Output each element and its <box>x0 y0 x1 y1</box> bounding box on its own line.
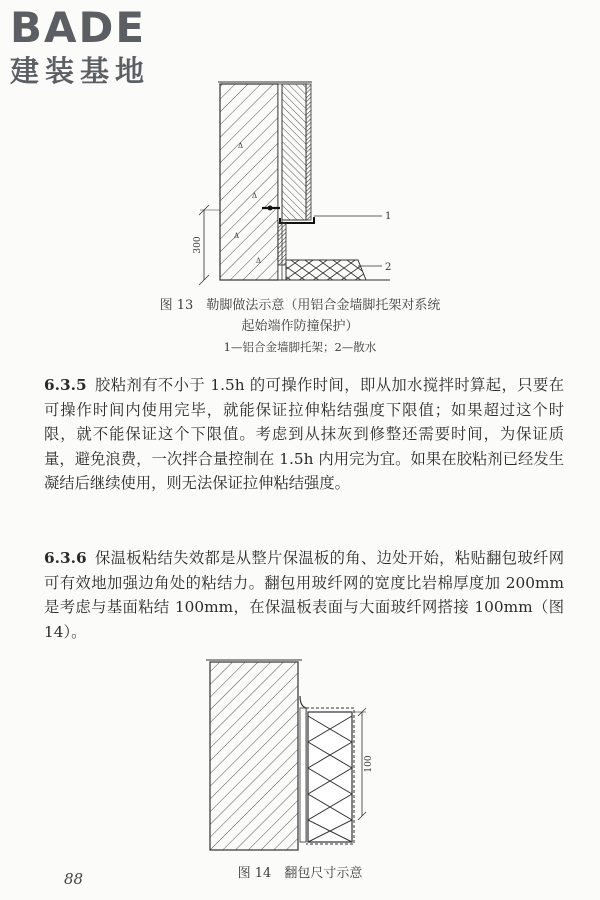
section-text: 保温板粘结失效都是从整片保温板的角、边处开始，粘贴翻包玻纤网可有效地加强边角处的粘结力。翻包用玻纤网的宽度比岩棉厚度加 200mm 是考虑与基面粘结 100mm，在保温板表面与大面玻纤网搭接 100mm（图 14）。 <box>44 549 564 641</box>
figure-13-dimension: 300 <box>193 236 203 254</box>
figure-14-drawing <box>200 656 400 854</box>
figure-13-caption-line1: 图 13 勒脚做法示意（用铝合金墙脚托架对系统 <box>159 298 441 313</box>
section-number: 6.3.5 <box>44 376 87 394</box>
figure-14-caption: 图 14 翻包尺寸示意 <box>237 866 363 881</box>
figure-14-dimension: 100 <box>364 755 374 773</box>
svg-text:Δ: Δ <box>252 192 258 200</box>
figure-13-label-1: 1 <box>385 211 392 222</box>
figure-13-label-2: 2 <box>385 262 392 273</box>
logo-subtitle: 建装基地 <box>10 54 151 88</box>
section-text: 胶粘剂有不小于 1.5h 的可操作时间，即从加水搅拌时算起，只要在可操作时间内使用完毕，就能保证拉伸粘结强度下限值；如果超过这个时限，就不能保证这个下限值。考虑到从抹灰到修整还需要时间，为保证质量，避免浪费，一次拌合量控制在 1.5h 内用完为宜。如果在胶粘剂已经发生凝结后继续使用，则无法保证拉伸粘结强度。 <box>44 376 564 493</box>
page-number: 88 <box>64 870 84 888</box>
section-number: 6.3.6 <box>44 549 87 567</box>
section-6-3-5 <box>44 373 564 496</box>
figure-13-legend: 1—铝合金墙脚托架；2—散水 <box>223 340 377 354</box>
section-6-3-6 <box>44 546 564 644</box>
svg-text:Δ: Δ <box>256 257 262 265</box>
figure-13-drawing <box>190 78 410 286</box>
svg-text:Δ: Δ <box>234 232 240 240</box>
svg-text:Δ: Δ <box>238 142 244 150</box>
brand-logo <box>10 3 175 88</box>
logo-wordmark: BADE <box>10 3 147 52</box>
figure-13-caption-line2: 起始端作防撞保护） <box>241 319 359 334</box>
